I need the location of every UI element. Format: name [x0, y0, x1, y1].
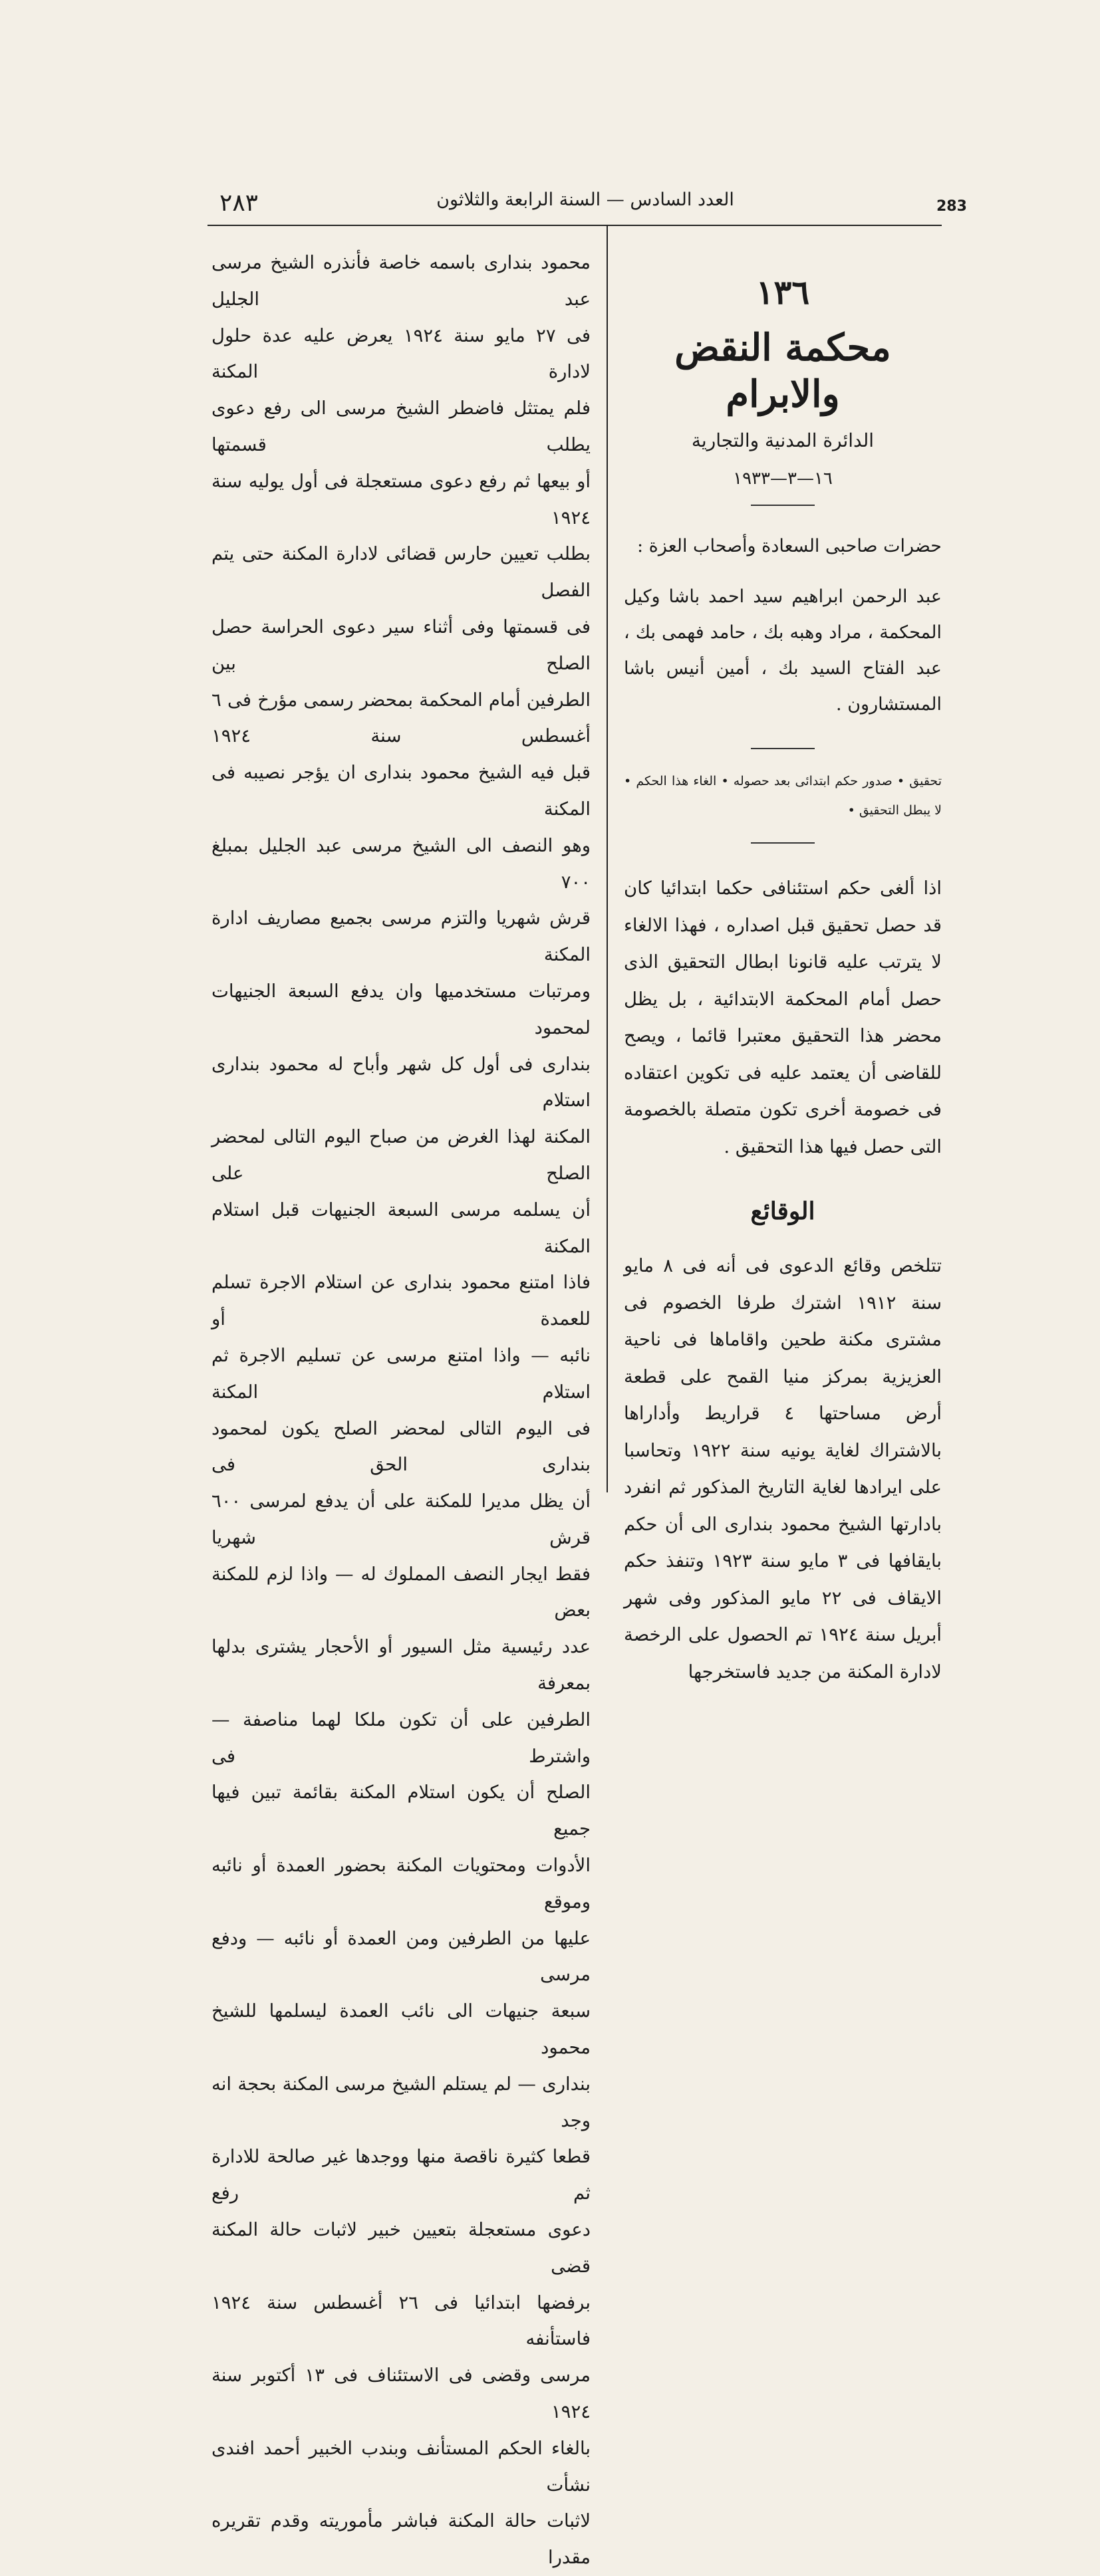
decision-date: ١٦—٣—١٩٣٣ [733, 469, 833, 489]
text-line: فلم يمتثل فاضطر الشيخ مرسى الى رفع دعوى يطلب قسمتها [211, 398, 591, 455]
summary-keywords: تحقيق • صدور حكم ابتدائى بعد حصوله • الغاء هذا الحكم • لا يبطل التحقيق • [624, 774, 942, 818]
separator [751, 842, 815, 844]
decision-number: ١٣٦ [756, 273, 810, 312]
text-line: المكنة لهذا الغرض من صباح اليوم التالى لمحضر الصلح على [211, 1126, 591, 1184]
text-line: لاثبات حالة المكنة فباشر مأموريته وقدم تقريره مقدرا [211, 2510, 591, 2569]
text-line: فى ٢٧ مايو سنة ١٩٢٤ يعرض عليه عدة حلول لادارة المكنة [211, 324, 591, 383]
court-name: محكمة النقض والابرام [674, 326, 891, 416]
separator [751, 505, 815, 506]
text-line: بندارى فى أول كل شهر وأباح له محمود بندارى استلام [211, 1053, 591, 1112]
text-line: ومرتبات مستخدميها وان يدفع السبعة الجنيهات لمحمود [211, 980, 591, 1038]
text-line: وهو النصف الى الشيخ مرسى عبد الجليل بمبلغ ٧٠٠ [211, 834, 591, 893]
text-line: قرش شهريا والتزم مرسى بجميع مصاريف ادارة المكنة [211, 907, 591, 966]
text-line: بطلب تعيين حارس قضائى لادارة المكنة حتى يتم الفصل [211, 543, 591, 602]
text-line: عليها من الطرفين ومن العمدة أو نائبه — ودفع مرسى [211, 1927, 591, 1986]
text-line: فى اليوم التالى لمحضر الصلح يكون لمحمود بندارى الحق فى [211, 1417, 591, 1476]
text-line: نائبه — واذا امتنع مرسى عن تسليم الاجرة ثم استلام المكنة [211, 1344, 591, 1403]
facts-heading: الوقائع [750, 1197, 815, 1225]
legal-principle: اذا ألغى حكم استئنافى حكما ابتدائيا كان قد حصل تحقيق قبل اصداره ، فهذا الالغاء لا يترتب عليه قانونا ابطال التحقيق الذى حصل أمام المحكمة الابتدائية ، بل يظل محضر هذا التحقيق معتبرا قائما ، ويصح للقاضى أن يعتمد عليه فى تكوين اعتقاده فى خصومة أخرى تكون متصلة بالخصومة التى حصل فيها هذا التحقيق . [624, 878, 942, 1157]
right-column [624, 273, 942, 1691]
separator [751, 748, 815, 749]
text-line: بندارى — لم يستلم الشيخ مرسى المكنة بحجة انه وجد [211, 2073, 591, 2131]
text-line: الصلح أن يكون استلام المكنة بقائمة تبين فيها جميع [211, 1782, 591, 1840]
attendance-heading: حضرات صاحبى السعادة وأصحاب العزة : [637, 536, 942, 556]
left-column [211, 245, 591, 2576]
text-line: فى قسمتها وفى أثناء سير دعوى الحراسة حصل الصلح بين [211, 616, 591, 674]
column-divider [607, 226, 608, 1492]
text-line: دعوى مستعجلة بتعيين خبير لاثبات حالة المكنة قضى [211, 2219, 591, 2277]
text-line: عدد رئيسية مثل السيور أو الأحجار يشترى بدلها بمعرفة [211, 1636, 591, 1695]
text-line: الطرفين أمام المحكمة بمحضر رسمى مؤرخ فى ٦ أغسطس سنة ١٩٢٤ [211, 689, 591, 747]
running-title: العدد السادس — السنة الرابعة والثلاثون [436, 189, 734, 210]
text-line: أو بيعها ثم رفع دعوى مستعجلة فى أول يوليه سنة ١٩٢٤ [211, 470, 591, 528]
facts-text: تتلخص وقائع الدعوى فى أنه فى ٨ مايو سنة ١٩١٢ اشترك طرفا الخصوم فى مشترى مكنة طحين واقاماها فى ناحية العزيزية بمركز منيا القمح على قطعة أرض مساحتها ٤ قراريط وأداراها بالاشتراك لغاية يونيه سنة ١٩٢٢ وتحاسبا على ايرادها لغاية التاريخ المذكور ثم انفرد بادارتها الشيخ محمود بندارى الى أن حكم بايقافها فى ٣ مايو سنة ١٩٢٣ وتنفذ حكم الايقاف فى ٢٢ مايو المذكور وفى شهر أبريل سنة ١٩٢٤ تم الحصول على الرخصة لادارة المكنة من جديد فاستخرجها [624, 1255, 942, 1683]
text-line: الأدوات ومحتويات المكنة بحضور العمدة أو نائبه وموقع [211, 1855, 591, 1913]
text-line: سبعة جنيهات الى نائب العمدة ليسلمها للشيخ محمود [211, 2000, 591, 2059]
judges-list: عبد الرحمن ابراهيم سيد احمد باشا وكيل المحكمة ، مراد وهبه بك ، حامد فهمى بك ، عبد الفتاح السيد بك ، أمين أنيس باشا المستشارون . [624, 586, 942, 715]
text-line: مرسى وقضى فى الاستئناف فى ١٣ أكتوبر سنة ١٩٢٤ [211, 2365, 591, 2423]
header-rule [207, 225, 942, 226]
text-line: فقط ايجار النصف المملوك له — واذا لزم للمكنة بعض [211, 1563, 591, 1621]
text-line: محمود بندارى باسمه خاصة فأنذره الشيخ مرسى عبد الجليل [211, 252, 591, 310]
text-line: أن يظل مديرا للمكنة على أن يدفع لمرسى ٦٠٠ قرش شهريا [211, 1490, 591, 1548]
text-line: بالغاء الحكم المستأنف وبندب الخبير أحمد افندى نشأت [211, 2437, 591, 2496]
chamber-name: الدائرة المدنية والتجارية [691, 429, 875, 451]
text-line: فاذا امتنع محمود بندارى عن استلام الاجرة تسلم للعمدة أو [211, 1272, 591, 1330]
page-number-latin: 283 [936, 198, 967, 215]
page-number-arabic: ٢٨٣ [219, 189, 259, 217]
text-line: برفضها ابتدائيا فى ٢٦ أغسطس سنة ١٩٢٤ فاستأنفه [211, 2291, 591, 2350]
text-line: الطرفين على أن تكون ملكا لهما مناصفة — واشترط فى [211, 1708, 591, 1767]
text-line: قبل فيه الشيخ محمود بندارى ان يؤجر نصيبه فى المكنة [211, 762, 591, 820]
text-line: أن يسلمه مرسى السبعة الجنيهات قبل استلام المكنة [211, 1199, 591, 1257]
text-line: قطعا كثيرة ناقصة منها ووجدها غير صالحة للادارة ثم رفع [211, 2146, 591, 2204]
